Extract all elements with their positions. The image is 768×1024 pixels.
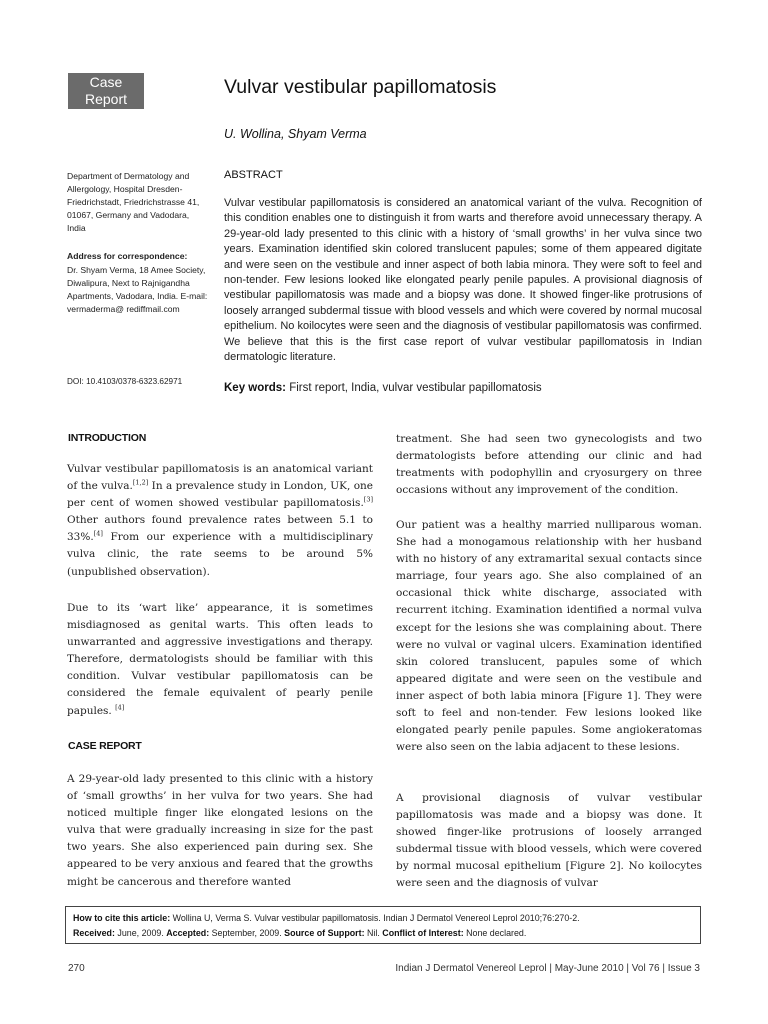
- correspondence-address: Dr. Shyam Verma, 18 Amee Society, Diwalipura, Next to Rajnigandha Apartments, Vadodara, India. E-mail: vermaderma@ rediffmail.com: [67, 265, 208, 314]
- dates-line: [73, 926, 693, 941]
- abstract-text: Vulvar vestibular papillomatosis is considered an anatomical variant of the vulva. Recognition of this condition enables one to distinguish it from warts and therefore avoid unnecessary therapy. A 29-year-old lady presented to this clinic with a history of ‘small growths’ in her vulva since two years. Examination identified skin colored translucent papules; some of them appeared digitate and were seen on the vestibule and inner aspect of both labia minora. They were soft to feel and non-tender. Few lesions looked like elongated pearly penile papules. A provisional diagnosis of vestibular papillomatosis was made and a biopsy was done. It showed finger-like protrusions of loosely arranged subdermal tissue with blood vessels and which were covered by normal mucosal epithelium. No koilocytes were seen and the diagnosis of vestibular papillomatosis was confirmed. We believe that this is the first case report of vulvar vestibular papillomatosis in Indian dermatologic literature.: [224, 197, 702, 364]
- intro-paragraph-1: [67, 461, 373, 581]
- citation-ref[interactable]: [3]: [363, 495, 373, 504]
- how-to-cite-label: How to cite this article:: [73, 913, 171, 923]
- intro-p1-text-c: Other authors found prevalence rates between 5.1 to 33%.: [67, 514, 373, 544]
- intro-paragraph-2: [67, 600, 373, 720]
- keywords-text: First report, India, vulvar vestibular papillomatosis: [289, 382, 542, 394]
- citation-ref[interactable]: [4]: [115, 703, 125, 712]
- authors: U. Wollina, Shyam Verma: [224, 127, 367, 141]
- citation-ref[interactable]: [4]: [93, 529, 103, 538]
- journal-footer: Indian J Dermatol Venereol Leprol | May-June 2010 | Vol 76 | Issue 3: [395, 963, 700, 974]
- accepted-label: Accepted:: [166, 928, 210, 938]
- intro-p1-text-d: From our experience with a multidisciplinary vulva clinic, the rate seems to be around 5% (unpublished observation).: [67, 531, 373, 578]
- conflict-text: None declared.: [463, 928, 527, 938]
- page-number: 270: [68, 963, 85, 974]
- col2-paragraph-3: A provisional diagnosis of vulvar vestibular papillomatosis was made and a biopsy was done. It showed finger-like protrusions of loosely arranged subdermal tissue with blood vessels, which were covered by normal mucosal epithelium [Figure 2]. No koilocytes were seen and the diagnosis of vulvar: [396, 792, 702, 890]
- doi: DOI: 10.4103/0378-6323.62971: [67, 377, 183, 386]
- conflict-label: Conflict of Interest:: [382, 928, 464, 938]
- citation-box: [65, 906, 701, 944]
- article-type-badge: Case Report: [68, 73, 144, 109]
- intro-p1-text-a: Vulvar vestibular papillomatosis is an anatomical variant of the vulva.: [67, 463, 373, 493]
- citation-ref[interactable]: [1,2]: [132, 478, 149, 487]
- how-to-cite-line: [73, 911, 693, 926]
- abstract-heading: ABSTRACT: [224, 169, 283, 181]
- department-affiliation: Department of Dermatology and Allergology, Hospital Dresden-Friedrichstadt, Friedrichstrasse 41, 01067, Germany and Vadodara, India: [67, 171, 200, 233]
- received-label: Received:: [73, 928, 115, 938]
- case-paragraph-1: A 29-year-old lady presented to this clinic with a history of ‘small growths’ in her vulva for two years. She had noticed multiple finger like elongated lesions on the vulva that were gradually increasing in size for the past two years. She also experienced pain during sex. She appeared to be very anxious and feared that the growths might be cancerous and therefore wanted: [67, 773, 373, 888]
- accepted-text: September, 2009.: [209, 928, 285, 938]
- keywords-label: Key words:: [224, 382, 286, 394]
- keywords: [224, 382, 542, 394]
- introduction-heading: INTRODUCTION: [68, 432, 147, 444]
- support-text: Nil.: [364, 928, 383, 938]
- col2-paragraph-2: Our patient was a healthy married nulliparous woman. She had a monogamous relationship with her husband with no history of any extramarital sexual contacts since marriage, four years ago. She also complained of an occasional thick white discharge, associated with recurrent itching. Examination identified a normal vulva except for the lesions she was complaining about. There were no vulval or vaginal ulcers. Examination identified skin colored translucent, papules some of which appeared digitate and were seen on the vestibule and inner aspect of both labia minora [Figure 1]. They were soft to feel and non-tender. Few lesions looked like elongated pearly penile papules. Some angiokeratomas were also seen on the labia adjacent to these lesions.: [396, 519, 702, 754]
- received-text: June, 2009.: [114, 928, 167, 938]
- support-label: Source of Support:: [284, 928, 365, 938]
- correspondence-heading: Address for correspondence:: [67, 251, 188, 261]
- article-title: Vulvar vestibular papillomatosis: [224, 76, 497, 98]
- case-report-heading: CASE REPORT: [68, 740, 142, 752]
- intro-p2-text-a: Due to its ‘wart like’ appearance, it is sometimes misdiagnosed as genital warts. This often leads to unwarranted and aggressive investigations and therapy. Therefore, dermatologists should be familiar with this condition. Vulvar vestibular papillomatosis can be considered the female equivalent of pearly penile papules.: [67, 602, 373, 717]
- how-to-cite-text: Wollina U, Verma S. Vulvar vestibular papillomatosis. Indian J Dermatol Venereol Leprol 2010;76:270-2.: [170, 913, 580, 923]
- col2-paragraph-1: treatment. She had seen two gynecologists and two dermatologists before attending our clinic and had treatments with podophyllin and cryosurgery on three occasions without any improvement of the condition.: [396, 433, 702, 497]
- intro-p1-text-b: In a prevalence study in London, UK, one per cent of women showed vestibular papillomatosis.: [67, 480, 373, 510]
